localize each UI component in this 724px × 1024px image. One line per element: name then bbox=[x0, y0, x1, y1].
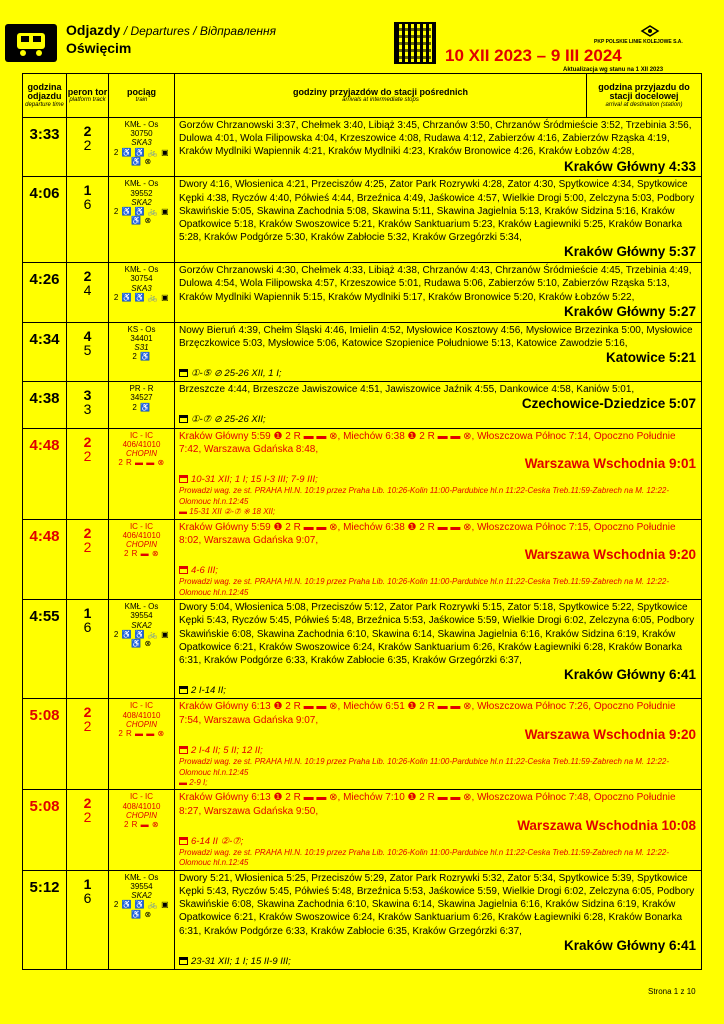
destination: Katowice 5:21 bbox=[605, 349, 696, 365]
departure-time: 4:48 bbox=[23, 428, 67, 519]
table-header bbox=[23, 74, 702, 118]
intermediate-stops: Gorzów Chrzanowski 3:37, Chełmek 3:40, Libiąż 3:45, Chrzanów 3:50, Chrzanów Śródmieście 3:52, Trzebinia 3:56, Dulowa 4:01, Wola Filipowska 4:04, Krzeszowice 4:08, Rudawa 4:12, Zabierzów 4:16, Zabierzów Rząska 4:19, Kraków Mydlniki Wapiennik 4:21, Kraków Mydlniki 4:23, Kraków Bronowice 4:26, Kraków Łobzów 4:28, bbox=[179, 120, 692, 158]
platform-number: 2 bbox=[83, 123, 92, 139]
train-info bbox=[109, 118, 175, 177]
train-name: SKA2 bbox=[131, 197, 152, 207]
calendar-note bbox=[179, 565, 696, 578]
train-carrier: KMŁ - Os bbox=[124, 602, 159, 612]
departure-time: 4:34 bbox=[23, 322, 67, 382]
destination: Warszawa Wschodnia 9:20 bbox=[524, 547, 696, 563]
train-info bbox=[109, 790, 175, 871]
calendar-note-text: 2 I-14 II; bbox=[191, 684, 226, 696]
col-destination: godzina przyjazdu do stacji docelowej arrival at destination (station) bbox=[587, 74, 702, 118]
track-number: 6 bbox=[83, 889, 92, 906]
table-row bbox=[23, 519, 702, 600]
through-car-note: Prowadzi wag. ze st. PRAHA HI.N. 10:19 przez Praha Lib. 10:26-Kolin 11:00-Pardubice hl.n 11:22-Ceska Treb.11:59-Zabrech na M. 12:22-Olomouc hl.n.12:45 bbox=[179, 757, 670, 777]
table-row bbox=[23, 870, 702, 969]
service-icons: 2 R ▬ ▬ ⊗ bbox=[118, 728, 165, 738]
through-car-note: Prowadzi wag. ze st. PRAHA HI.N. 10:19 przez Praha Lib. 10:26-Kolin 11:00-Pardubice hl.n 11:22-Ceska Treb.11:59-Zabrech na M. 12:22-Olomouc hl.n.12:45 bbox=[179, 577, 670, 597]
service-icons-extra: ♿ ⊗ bbox=[131, 216, 152, 226]
table-row bbox=[23, 263, 702, 322]
intermediate-stops: Gorzów Chrzanowski 4:30, Chełmek 4:33, Libiąż 4:38, Chrzanów 4:43, Chrzanów Śródmieście 4:45, Trzebinia 4:49, Dulowa 4:54, Wola Filipowska 4:57, Krzeszowice 5:01, Rudawa 5:06, Zabierzów 5:10, Zabierzów Rząska 5:13, Kraków Mydlniki Wapiennik 5:15, Kraków Mydlniki 5:17, Kraków Bronowice 5:20, Kraków Łobzów 5:22, bbox=[179, 265, 692, 303]
service-icons-extra: ♿ ⊗ bbox=[131, 909, 152, 919]
table-row bbox=[23, 177, 702, 263]
train-carrier: IC - IC bbox=[129, 701, 154, 711]
intermediate-stops: Kraków Główny 5:59 ❶ 2 R ▬ ▬ ⊗, Miechów 6:38 ❶ 2 R ▬ ▬ ⊗, Włoszczowa Północ 7:14, Opoczno Południe 7:42, Warszawa Gdańska 8:48, bbox=[179, 430, 676, 455]
platform-track bbox=[67, 322, 109, 382]
train-info bbox=[109, 428, 175, 519]
platform-track bbox=[67, 600, 109, 699]
train-info bbox=[109, 382, 175, 429]
train-info bbox=[109, 519, 175, 600]
platform-number: 1 bbox=[83, 605, 92, 622]
track-number: 2 bbox=[83, 137, 92, 153]
train-number: 39554 bbox=[130, 882, 153, 891]
train-name: CHOPIN bbox=[125, 449, 158, 459]
intermediate-stops: Kraków Główny 6:13 ❶ 2 R ▬ ▬ ⊗, Miechów 7:10 ❶ 2 R ▬ ▬ ⊗, Włoszczowa Północ 7:48, Opoczno Południe 8:27, Warszawa Gdańska 9:50, bbox=[179, 792, 676, 817]
calendar-note-text: ①-⑦ ⊘ 25-26 XII; bbox=[191, 414, 266, 426]
track-number: 2 bbox=[83, 538, 92, 555]
track-number: 6 bbox=[83, 196, 92, 213]
stops-cell bbox=[175, 177, 702, 263]
train-name: S31 bbox=[134, 342, 149, 352]
train-info bbox=[109, 870, 175, 969]
destination: Kraków Główny 5:37 bbox=[563, 244, 696, 260]
train-number: 34401 bbox=[130, 333, 153, 343]
platform-track bbox=[67, 118, 109, 177]
sleeper-note: ▬ 15-31 XII ②-⑦ ※ 18 XII; bbox=[179, 507, 276, 517]
platform-track bbox=[67, 790, 109, 871]
intermediate-stops: Kraków Główny 5:59 ❶ 2 R ▬ ▬ ⊗, Miechów 6:38 ❶ 2 R ▬ ▬ ⊗, Włoszczowa Północ 7:15, Opoczno Południe 8:02, Warszawa Gdańska 9:07, bbox=[179, 521, 676, 546]
track-number: 2 bbox=[83, 718, 92, 735]
through-car-note: Prowadzi wag. ze st. PRAHA HI.N. 10:19 przez Praha Lib. 10:26-Kolin 11:00-Pardubice hl.n 11:22-Ceska Treb.11:59-Zabrech na M. 12:22-Olomouc hl.n.12:45 bbox=[179, 486, 670, 506]
intermediate-stops: Dwory 4:16, Włosienica 4:21, Przeciszów 4:25, Zator Park Rozrywki 4:28, Zator 4:30, Spytkowice 4:34, Spytkowice Kępki 4:38, Ryczów 4:40, Półwieś 4:44, Brzeźnica 4:49, Jaśkowice 4:57, Wielkie Drogi 5:00, Zelczyna 5:03, Podbory Skawińskie 5:05, Skawina Zachodnia 5:08, Skawina 5:11, Skawina Jagielnia 5:13, Kraków Sidzina 5:16, Kraków Opatkowice 5:18, Kraków Swoszowice 5:21, Kraków Sanktuarium 5:23, Kraków Łagiewniki 5:25, Kraków Bonarka 5:28, Kraków Podgórze 5:30, Kraków Zabłocie 5:32, Kraków Grzegórzki 5:34, bbox=[179, 179, 695, 244]
train-info bbox=[109, 263, 175, 322]
train-carrier: KMŁ - Os bbox=[124, 872, 159, 882]
track-number: 3 bbox=[83, 401, 92, 418]
stops-cell bbox=[175, 382, 702, 429]
train-name: CHOPIN bbox=[125, 810, 158, 820]
col-stops: godziny przyjazdów do stacji pośrednich arrivals at intermediate stops bbox=[175, 74, 587, 118]
pkp-logo-icon bbox=[640, 24, 660, 38]
table-row bbox=[23, 600, 702, 699]
calendar-icon bbox=[179, 566, 188, 574]
calendar-note-text: 2 I-4 II; 5 II; 12 II; bbox=[191, 744, 263, 756]
train-info bbox=[109, 699, 175, 790]
train-number: 39554 bbox=[130, 611, 153, 621]
stops-cell bbox=[175, 263, 702, 322]
service-icons: 2 ♿ ♿ 🚲 ▣ bbox=[113, 147, 170, 157]
stops-cell bbox=[175, 519, 702, 600]
sleeper-note: ▬ 2-9 I; bbox=[179, 777, 208, 787]
destination: Warszawa Wschodnia 9:01 bbox=[524, 456, 696, 472]
platform-track bbox=[67, 428, 109, 519]
service-icons: 2 R ▬ ▬ ⊗ bbox=[118, 458, 165, 468]
col-time: godzina odjazdu departure time bbox=[23, 74, 67, 118]
service-icons: 2 ♿ ♿ 🚲 ▣ bbox=[113, 900, 170, 910]
train-number: 406/41010 bbox=[122, 530, 161, 540]
col-track: peron tor platform track bbox=[67, 74, 109, 118]
train-number: 30750 bbox=[130, 129, 153, 139]
train-info bbox=[109, 177, 175, 263]
calendar-note bbox=[179, 836, 696, 849]
train-number: 34527 bbox=[130, 393, 153, 403]
platform-number: 2 bbox=[83, 268, 92, 285]
train-name: CHOPIN bbox=[125, 719, 158, 729]
train-carrier: IC - IC bbox=[129, 792, 154, 802]
validity-dates: 10 XII 2023 – 9 III 2024 bbox=[445, 46, 622, 65]
calendar-note-text: 4-6 III; bbox=[191, 564, 218, 576]
intermediate-stops: Kraków Główny 6:13 ❶ 2 R ▬ ▬ ⊗, Miechów 6:51 ❶ 2 R ▬ ▬ ⊗, Włoszczowa Północ 7:26, Opoczno Południe 7:54, Warszawa Gdańska 9:07, bbox=[179, 701, 676, 726]
platform-number: 2 bbox=[83, 795, 92, 812]
stops-cell bbox=[175, 322, 702, 382]
train-carrier: KS - Os bbox=[127, 324, 156, 334]
service-icons: 2 ♿ ♿ 🚲 ▣ bbox=[113, 629, 170, 639]
train-icon bbox=[5, 24, 57, 62]
departure-time: 4:06 bbox=[23, 177, 67, 263]
calendar-note bbox=[179, 745, 696, 758]
train-number: 406/41010 bbox=[122, 439, 161, 449]
calendar-note-text: 10-31 XII; 1 I; 15 I-3 III; 7-9 III; bbox=[191, 473, 318, 485]
calendar-icon bbox=[179, 415, 188, 423]
through-car-note: Prowadzi wag. ze st. PRAHA HI.N. 10:19 przez Praha Lib. 10:26-Kolin 11:00-Pardubice hl.n 11:22-Ceska Treb.11:59-Zabrech na M. 12:22-Olomouc hl.n.12:45 bbox=[179, 848, 670, 868]
train-name: SKA3 bbox=[131, 138, 152, 148]
calendar-icon bbox=[179, 837, 188, 845]
stops-cell bbox=[175, 428, 702, 519]
train-number: 408/41010 bbox=[122, 710, 161, 720]
qr-code-icon bbox=[394, 22, 436, 64]
service-icons: 2 ♿ bbox=[132, 352, 151, 362]
platform-number: 4 bbox=[83, 327, 92, 344]
departure-time: 4:38 bbox=[23, 382, 67, 429]
calendar-note bbox=[179, 685, 696, 698]
service-icons: 2 ♿ bbox=[132, 402, 151, 412]
departure-time: 4:26 bbox=[23, 263, 67, 322]
platform-number: 2 bbox=[83, 524, 92, 541]
platform-track bbox=[67, 519, 109, 600]
platform-track bbox=[67, 382, 109, 429]
train-carrier: IC - IC bbox=[129, 430, 154, 440]
train-carrier: KMŁ - Os bbox=[124, 120, 159, 129]
train-name: CHOPIN bbox=[125, 540, 158, 550]
destination: Kraków Główny 5:27 bbox=[563, 303, 696, 319]
platform-track bbox=[67, 177, 109, 263]
platform-track bbox=[67, 699, 109, 790]
destination: Czechowice-Dziedzice 5:07 bbox=[521, 396, 696, 412]
departure-time: 5:08 bbox=[23, 790, 67, 871]
calendar-note-text: 23-31 XII; 1 I; 15 II-9 III; bbox=[191, 955, 291, 967]
train-carrier: IC - IC bbox=[129, 521, 154, 531]
service-icons: 2 ♿ ♿ 🚲 ▣ bbox=[113, 206, 170, 216]
calendar-icon bbox=[179, 369, 188, 377]
calendar-icon bbox=[179, 746, 188, 754]
train-number: 39552 bbox=[130, 188, 153, 198]
departure-time: 5:08 bbox=[23, 699, 67, 790]
table-row bbox=[23, 118, 702, 177]
train-carrier: PR - R bbox=[129, 384, 154, 394]
departure-time: 3:33 bbox=[23, 118, 67, 177]
platform-track bbox=[67, 263, 109, 322]
update-note: Aktualizacja wg stanu na 1 XII 2023 bbox=[563, 67, 664, 73]
intermediate-stops: Brzeszcze 4:44, Brzeszcze Jawiszowice 4:51, Jawiszowice Jaźnik 4:55, Dankowice 4:58, Kaniów 5:01, bbox=[179, 384, 635, 396]
timetable bbox=[22, 73, 702, 970]
table-row bbox=[23, 428, 702, 519]
stops-cell bbox=[175, 870, 702, 969]
intermediate-stops: Nowy Bieruń 4:39, Chełm Śląski 4:46, Imielin 4:52, Mysłowice Kosztowy 4:56, Mysłowice Brzezinka 5:00, Mysłowice Brzęczkowice 5:03, Mysłowice 5:06, Katowice Szopienice Południowe 5:13, Katowice Zawodzie 5:16, bbox=[179, 324, 693, 349]
train-number: 408/41010 bbox=[122, 801, 161, 811]
train-carrier: KMŁ - Os bbox=[124, 179, 159, 189]
calendar-note bbox=[179, 474, 696, 487]
stops-cell bbox=[175, 600, 702, 699]
service-icons: 2 ♿ ♿ 🚲 ▣ bbox=[113, 292, 170, 302]
calendar-icon bbox=[179, 957, 188, 965]
table-row bbox=[23, 382, 702, 429]
calendar-note bbox=[179, 956, 696, 969]
track-number: 2 bbox=[83, 809, 92, 826]
platform-number: 1 bbox=[83, 182, 92, 199]
page-number: Strona 1 z 10 bbox=[648, 987, 696, 996]
table-row bbox=[23, 699, 702, 790]
destination: Warszawa Wschodnia 10:08 bbox=[517, 817, 696, 833]
train-name: SKA2 bbox=[131, 620, 152, 630]
train-carrier: KMŁ - Os bbox=[124, 265, 159, 275]
col-train: pociąg train bbox=[109, 74, 175, 118]
service-icons: 2 R ▬ ⊗ bbox=[123, 549, 160, 559]
stops-cell bbox=[175, 699, 702, 790]
track-number: 6 bbox=[83, 619, 92, 636]
calendar-icon bbox=[179, 475, 188, 483]
table-row bbox=[23, 322, 702, 382]
train-info bbox=[109, 600, 175, 699]
departure-time: 5:12 bbox=[23, 870, 67, 969]
platform-track bbox=[67, 870, 109, 969]
brand-name: PKP POLSKIE LINIE KOLEJOWE S.A. bbox=[594, 39, 683, 45]
intermediate-stops: Dwory 5:04, Włosienica 5:08, Przeciszów 5:12, Zator Park Rozrywki 5:15, Zator 5:18, Spytkowice 5:22, Spytkowice Kępki 5:43, Ryczów 5:45, Półwieś 5:48, Brzeźnica 5:53, Jaśkowice 5:59, Wielkie Drogi 6:02, Zelczyna 6:05, Podbory Skawińskie 6:08, Skawina Zachodnia 6:10, Skawina 6:14, Skawina Jagielnia 6:16, Kraków Sidzina 6:19, Kraków Opatkowice 6:21, Kraków Swoszowice 6:24, Kraków Sanktuarium 6:26, Kraków Łagiewniki 6:28, Kraków Bonarka 6:31, Kraków Podgórze 6:33, Kraków Zabłocie 6:35, Kraków Grzegórzki 6:37, bbox=[179, 602, 695, 666]
track-number: 5 bbox=[83, 341, 92, 358]
calendar-note bbox=[179, 414, 696, 427]
calendar-note bbox=[179, 368, 696, 381]
train-name: SKA2 bbox=[131, 891, 152, 901]
platform-number: 1 bbox=[83, 875, 92, 892]
train-name: SKA3 bbox=[131, 283, 152, 293]
stops-cell bbox=[175, 790, 702, 871]
track-number: 2 bbox=[83, 447, 92, 464]
calendar-note-text: 6-14 II ②-⑦; bbox=[191, 835, 244, 847]
stops-cell bbox=[175, 118, 702, 177]
station-name: Oświęcim bbox=[66, 40, 132, 56]
table-row bbox=[23, 790, 702, 871]
page-header bbox=[0, 0, 724, 80]
platform-number: 3 bbox=[83, 387, 92, 404]
platform-number: 2 bbox=[83, 433, 92, 450]
service-icons: 2 R ▬ ⊗ bbox=[123, 819, 160, 829]
train-number: 30754 bbox=[130, 274, 153, 284]
calendar-note-text: ①-⑤ ⊘ 25-26 XII, 1 I; bbox=[191, 367, 282, 379]
departure-time: 4:55 bbox=[23, 600, 67, 699]
service-icons-extra: ♿ ⊗ bbox=[131, 156, 152, 166]
destination: Kraków Główny 4:33 bbox=[563, 158, 696, 174]
track-number: 4 bbox=[83, 282, 92, 299]
train-info bbox=[109, 322, 175, 382]
intermediate-stops: Dwory 5:21, Włosienica 5:25, Przeciszów 5:29, Zator Park Rozrywki 5:32, Zator 5:34, Spytkowice 5:39, Spytkowice Kępki 5:43, Ryczów 5:45, Półwieś 5:48, Brzeźnica 5:53, Jaśkowice 5:59, Wielkie Drogi 6:02, Zelczyna 6:05, Podbory Skawińskie 6:08, Skawina Zachodnia 6:10, Skawina 6:14, Skawina Jagielnia 6:16, Kraków Sidzina 6:19, Kraków Opatkowice 6:21, Kraków Swoszowice 6:24, Kraków Sanktuarium 6:26, Kraków Łagiewniki 6:28, Kraków Bonarka 6:31, Kraków Podgórze 6:33, Kraków Zabłocie 6:35, Kraków Grzegórzki 6:37, bbox=[179, 872, 695, 937]
calendar-icon bbox=[179, 686, 188, 694]
service-icons-extra: ♿ ⊗ bbox=[131, 638, 152, 648]
page-title: Odjazdy / Departures / Відправлення bbox=[66, 22, 277, 38]
departure-time: 4:48 bbox=[23, 519, 67, 600]
destination: Kraków Główny 6:41 bbox=[563, 667, 696, 683]
destination: Warszawa Wschodnia 9:20 bbox=[524, 726, 696, 742]
platform-number: 2 bbox=[83, 704, 92, 721]
destination: Kraków Główny 6:41 bbox=[563, 937, 696, 953]
